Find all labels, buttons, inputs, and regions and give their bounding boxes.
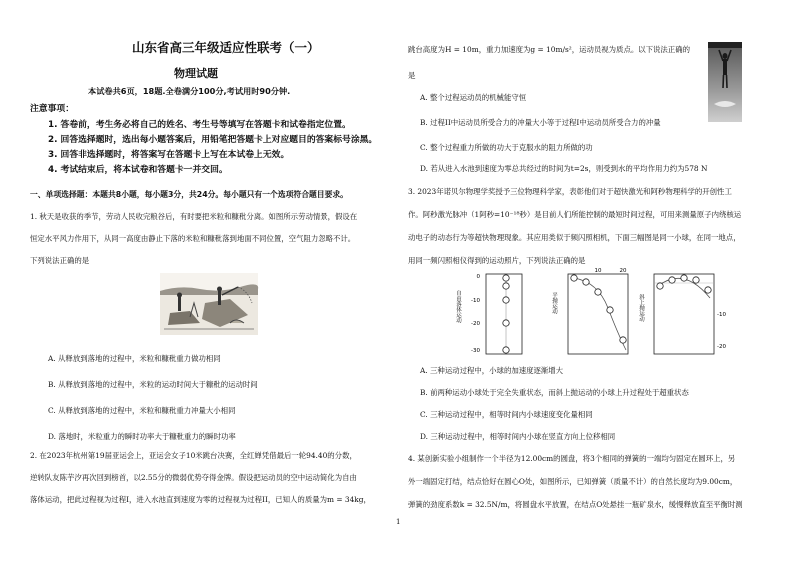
ball-marker [571, 275, 577, 281]
q1-option-d: D. 落地时，米粒重力的瞬时功率大于糠秕重力的瞬时功率 [48, 432, 236, 441]
q2-line-1: 2. 在2023年杭州第19届亚运会上，亚运会女子10米跳台决赛，全红婵凭借最后一轮94.40的分数， [30, 451, 357, 460]
free-fall-panel [455, 274, 522, 354]
q3-option-d: D. 三种运动过程中，相等时间内小球在竖直方向上位移相同 [420, 432, 616, 441]
horizontal-throw-panel [551, 268, 628, 354]
q1-line-2: 恒定水平风力作用下，从同一高度由静止下落的米粒和糠秕落到地面不同位置，空气阻力忽略不计。 [30, 234, 356, 243]
q3-option-c: C. 三种运动过程中，相等时间内小球速度变化量相同 [420, 410, 593, 419]
ball-marker [503, 297, 509, 303]
tick-y-10-right: -10 [717, 312, 726, 318]
ball-marker [620, 337, 626, 343]
q2-cont-line-2: 是 [408, 71, 416, 80]
ball-marker [595, 289, 601, 295]
q1-option-b: B. 从释放到落地的过程中，米粒的运动时间大于糠秕的运动时间 [48, 380, 258, 389]
q3-option-a: A. 三种运动过程中，小球的加速度逐渐增大 [420, 366, 564, 375]
q2-option-b: B. 过程II中运动员所受合力的冲量大小等于过程I中运动员所受合力的冲量 [420, 118, 661, 127]
tick-zero: 0 [476, 274, 480, 280]
label-oblique-throw: 斜上抛运动 [638, 294, 644, 322]
q2-option-d: D. 若从进入水池到速度为零总共经过的时间为t=2s，则受到水的平均作用力约为578 N [420, 164, 708, 173]
tick-x-20: 20 [619, 268, 627, 274]
ball-marker [705, 287, 711, 293]
right-column [402, 0, 800, 565]
exam-info: 本试卷共6页，18题.全卷满分100分,考试用时90分钟. [88, 86, 291, 96]
label-free-fall: 自由落体运动 [455, 290, 461, 323]
strobe-figures [455, 268, 726, 356]
tick-y-20-right: -20 [717, 344, 726, 350]
winnowing-illustration [160, 273, 258, 335]
section1-heading: 一、单项选择题：本题共8小题，每小题3分，共24分。每小题只有一个选项符合题目要求。 [30, 190, 348, 199]
note-2: 2. 回答选择题时，选出每小题答案后，用铅笔把答题卡上对应题目的答案标号涂黑。 [48, 135, 378, 145]
note-4: 4. 考试结束后，将本试卷和答题卡一并交回。 [48, 165, 228, 175]
ball-marker [681, 275, 687, 281]
ball-marker [693, 277, 699, 283]
q2-line-2: 逆转队友陈芋汐再次回到榜首，以2.55分的微弱优势夺得金牌。假设把运动员的空中运动简化为自由 [30, 473, 357, 482]
ball-marker [503, 320, 509, 326]
ball-marker [503, 283, 509, 289]
diver-photo [708, 42, 742, 122]
q1-line-1: 1. 秋天是收获的季节，劳动人民收完粮谷后，有时要把米粒和糠秕分离。如图所示劳动情景，假设在 [30, 212, 358, 221]
q4-line-2: 外一端固定打结，结点恰好在圆心O处，如图所示，已知弹簧（质量不计）的自然长度均为9.00cm， [408, 477, 738, 486]
ball-marker [669, 277, 675, 283]
q4-line-1: 4. 某创新实验小组制作一个半径为12.00cm的圆盘，将3个相同的弹簧的一端均匀固定在圆环上，另 [408, 454, 736, 463]
q2-line-3: 落体运动，把此过程视为过程I，进入水池直到速度为零的过程视为过程II，已知人的质量为m = 34kg， [30, 495, 371, 504]
tick-y-30: -30 [471, 348, 480, 354]
q3-line-4: 用同一频闪照相仪得到的运动照片，下列说法正确的是 [408, 256, 586, 265]
oblique-throw-panel [638, 274, 726, 354]
notes-heading: 注意事项： [30, 104, 74, 114]
q4-line-3: 弹簧的劲度系数k = 32.5N/m，将圆盘水平放置，在结点O处悬挂一瓶矿泉水，缓慢释放直至平衡时测 [408, 500, 743, 509]
ball-marker [503, 347, 509, 353]
ball-marker [583, 279, 589, 285]
tick-y-20: -20 [471, 321, 480, 327]
q3-line-3: 动电子的动态行为等超快物理现象。其应用类似于频闪照相机，下面三幅图是同一小球，在同一地点， [408, 233, 741, 242]
q2-cont-line: 跳台高度为H = 10m，重力加速度为g = 10m/s²，运动员视为质点。以下说法正确的 [408, 45, 690, 54]
q2-option-c: C. 整个过程重力所做的功大于克服水的阻力所做的功 [420, 143, 593, 152]
ball-marker [607, 307, 613, 313]
note-3: 3. 回答非选择题时，将答案写在答题卡上写在本试卷上无效。 [48, 150, 290, 160]
q3-line-2: 作。阿秒激光脉冲（1阿秒=10⁻¹⁸秒）是目前人们所能控制的最短时间过程，可用来测量原子内绕核运 [408, 210, 742, 219]
ball-marker [503, 275, 509, 281]
q3-option-b: B. 前两种运动小球处于完全失重状态，而斜上抛运动的小球上升过程处于超重状态 [420, 388, 689, 397]
q3-line-1: 3. 2023年诺贝尔物理学奖授予三位物理科学家，表彰他们对于超快激光和阿秒物理科学的开创性工 [408, 187, 732, 196]
q1-option-a: A. 从释放到落地的过程中，米粒和糠秕重力做功相同 [48, 354, 221, 363]
q2-option-a: A. 整个过程运动员的机械能守恒 [420, 93, 527, 102]
exam-subject: 物理试题 [174, 67, 218, 80]
ball-marker [657, 283, 663, 289]
page-number: 1 [396, 518, 401, 526]
q1-line-3: 下列说法正确的是 [30, 256, 90, 265]
tick-y-10: -10 [471, 298, 480, 304]
exam-title: 山东省高三年级适应性联考（一） [132, 40, 320, 55]
label-horizontal-throw: 平抛运动 [551, 292, 557, 314]
q1-option-c: C. 从释放到落地的过程中，米粒和糠秕重力冲量大小相同 [48, 406, 236, 415]
tick-x-10: 10 [594, 268, 602, 274]
note-1: 1. 答卷前，考生务必将自己的姓名、考生号等填写在答题卡和试卷指定位置。 [48, 120, 351, 130]
